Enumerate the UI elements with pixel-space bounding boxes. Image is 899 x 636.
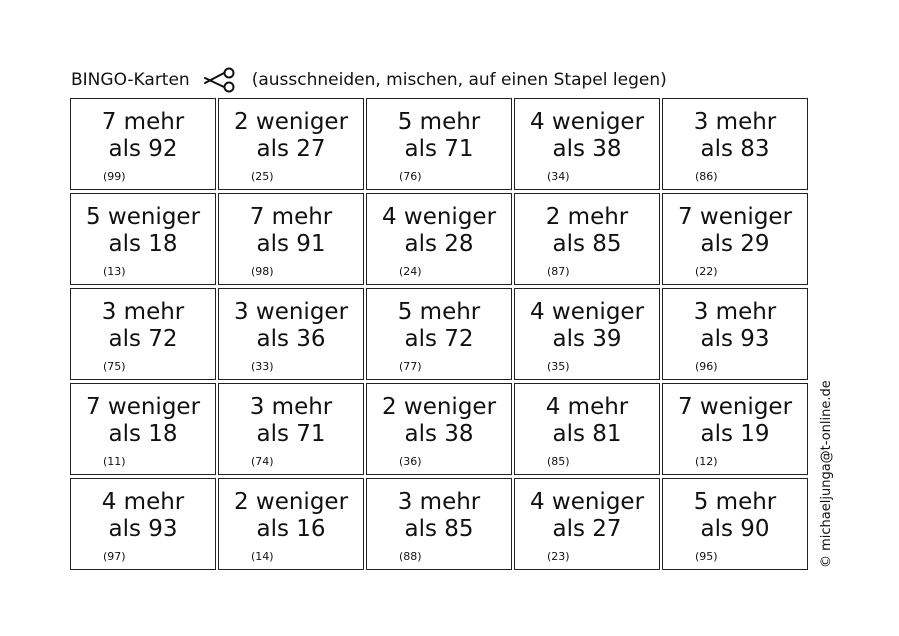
card-operation: 5 mehr <box>693 489 777 515</box>
card-answer: (96) <box>695 360 718 373</box>
bingo-card <box>70 478 216 570</box>
card-operation: 3 mehr <box>693 109 777 135</box>
card-base-number: als 93 <box>108 516 178 542</box>
card-answer: (23) <box>547 550 570 563</box>
card-answer: (76) <box>399 170 422 183</box>
card-base-number: als 27 <box>552 516 622 542</box>
card-answer: (36) <box>399 455 422 468</box>
card-answer: (99) <box>103 170 126 183</box>
bingo-card <box>366 383 512 475</box>
scissors-icon <box>202 67 238 93</box>
bingo-card <box>218 98 364 190</box>
card-base-number: als 91 <box>256 231 326 257</box>
card-operation: 7 weniger <box>677 394 793 420</box>
bingo-card <box>662 478 808 570</box>
card-operation: 4 weniger <box>529 299 645 325</box>
card-answer: (14) <box>251 550 274 563</box>
bingo-card <box>218 193 364 285</box>
card-answer: (22) <box>695 265 718 278</box>
bingo-card <box>514 478 660 570</box>
bingo-card <box>70 98 216 190</box>
card-answer: (74) <box>251 455 274 468</box>
card-operation: 4 weniger <box>381 204 497 230</box>
bingo-card-grid <box>70 98 808 570</box>
bingo-card <box>514 383 660 475</box>
card-answer: (97) <box>103 550 126 563</box>
card-base-number: als 85 <box>552 231 622 257</box>
card-operation: 3 mehr <box>397 489 481 515</box>
card-base-number: als 83 <box>700 136 770 162</box>
bingo-card <box>218 288 364 380</box>
bingo-card <box>218 383 364 475</box>
card-base-number: als 85 <box>404 516 474 542</box>
bingo-card <box>662 193 808 285</box>
bingo-card <box>70 193 216 285</box>
bingo-card <box>218 478 364 570</box>
card-answer: (13) <box>103 265 126 278</box>
card-operation: 7 weniger <box>677 204 793 230</box>
card-operation: 2 mehr <box>545 204 629 230</box>
bingo-card <box>514 193 660 285</box>
card-base-number: als 36 <box>256 326 326 352</box>
card-base-number: als 28 <box>404 231 474 257</box>
card-operation: 2 weniger <box>233 489 349 515</box>
bingo-card <box>70 383 216 475</box>
card-base-number: als 27 <box>256 136 326 162</box>
bingo-card <box>662 383 808 475</box>
card-base-number: als 72 <box>404 326 474 352</box>
card-answer: (11) <box>103 455 126 468</box>
card-base-number: als 71 <box>256 421 326 447</box>
bingo-card <box>366 98 512 190</box>
card-answer: (77) <box>399 360 422 373</box>
card-base-number: als 19 <box>700 421 770 447</box>
card-answer: (85) <box>547 455 570 468</box>
bingo-card <box>70 288 216 380</box>
card-answer: (35) <box>547 360 570 373</box>
card-base-number: als 29 <box>700 231 770 257</box>
card-answer: (75) <box>103 360 126 373</box>
card-operation: 4 mehr <box>545 394 629 420</box>
card-base-number: als 18 <box>108 231 178 257</box>
card-operation: 7 weniger <box>85 394 201 420</box>
bingo-card <box>514 98 660 190</box>
card-operation: 4 weniger <box>529 489 645 515</box>
card-base-number: als 39 <box>552 326 622 352</box>
card-answer: (12) <box>695 455 718 468</box>
card-operation: 3 mehr <box>693 299 777 325</box>
card-answer: (95) <box>695 550 718 563</box>
card-base-number: als 18 <box>108 421 178 447</box>
worksheet-header <box>71 66 667 94</box>
bingo-card <box>366 288 512 380</box>
card-base-number: als 92 <box>108 136 178 162</box>
copyright-notice: © michaeljunga@t-online.de <box>819 380 834 568</box>
card-operation: 2 weniger <box>233 109 349 135</box>
bingo-card <box>514 288 660 380</box>
card-answer: (24) <box>399 265 422 278</box>
card-operation: 3 mehr <box>249 394 333 420</box>
card-operation: 7 mehr <box>101 109 185 135</box>
card-answer: (34) <box>547 170 570 183</box>
card-operation: 3 mehr <box>101 299 185 325</box>
card-operation: 5 weniger <box>85 204 201 230</box>
bingo-card <box>662 288 808 380</box>
bingo-card <box>366 193 512 285</box>
card-base-number: als 72 <box>108 326 178 352</box>
card-answer: (33) <box>251 360 274 373</box>
worksheet-instruction: (ausschneiden, mischen, auf einen Stapel legen) <box>251 70 667 90</box>
card-answer: (87) <box>547 265 570 278</box>
card-operation: 5 mehr <box>397 299 481 325</box>
card-answer: (86) <box>695 170 718 183</box>
card-operation: 2 weniger <box>381 394 497 420</box>
bingo-card <box>366 478 512 570</box>
card-base-number: als 93 <box>700 326 770 352</box>
card-base-number: als 16 <box>256 516 326 542</box>
card-base-number: als 71 <box>404 136 474 162</box>
card-answer: (98) <box>251 265 274 278</box>
card-operation: 3 weniger <box>233 299 349 325</box>
card-answer: (88) <box>399 550 422 563</box>
card-operation: 4 weniger <box>529 109 645 135</box>
card-operation: 7 mehr <box>249 204 333 230</box>
card-base-number: als 38 <box>404 421 474 447</box>
card-operation: 4 mehr <box>101 489 185 515</box>
card-answer: (25) <box>251 170 274 183</box>
card-operation: 5 mehr <box>397 109 481 135</box>
bingo-card <box>662 98 808 190</box>
card-base-number: als 38 <box>552 136 622 162</box>
card-base-number: als 90 <box>700 516 770 542</box>
worksheet-title: BINGO-Karten <box>71 70 190 90</box>
card-base-number: als 81 <box>552 421 622 447</box>
